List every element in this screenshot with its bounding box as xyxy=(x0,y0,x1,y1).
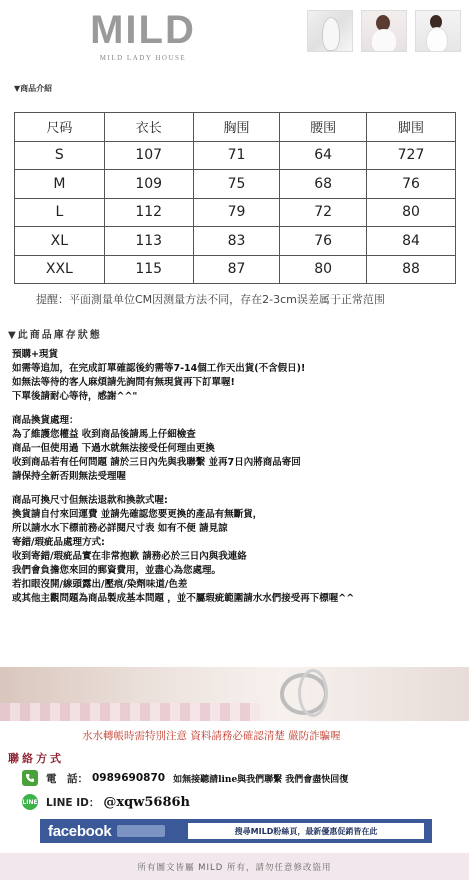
waist-cell: 76 xyxy=(280,227,367,256)
note-line: 收到寄錯/瑕疵品實在非常抱歉 請務必於三日內與我連絡 xyxy=(12,551,247,562)
header xyxy=(0,0,469,78)
waist-cell: 64 xyxy=(280,141,367,170)
note-line: 商品換貨處理： xyxy=(12,415,79,426)
size-cell: M xyxy=(15,170,105,199)
size-cell: L xyxy=(15,198,105,227)
brand-logo[interactable] xyxy=(88,8,198,62)
length-cell: 115 xyxy=(104,255,193,284)
waist-cell: 80 xyxy=(280,255,367,284)
product-thumbnail-1[interactable] xyxy=(307,10,353,52)
logo-text: MILD xyxy=(90,8,196,52)
stock-notes xyxy=(12,348,464,606)
fraud-warning: 水水轉帳時需特別注意 資料請務必確認清楚 嚴防詐騙喔 xyxy=(82,730,341,742)
note-line: 如無法等待的客人麻煩請先詢問有無現貨再下訂單喔! xyxy=(12,377,235,388)
hem-cell: 88 xyxy=(367,255,456,284)
chest-cell: 71 xyxy=(193,141,280,170)
waist-cell: 72 xyxy=(280,198,367,227)
chest-cell: 79 xyxy=(193,198,280,227)
banner-strip xyxy=(0,703,260,721)
phone-number[interactable]: 0989690870 xyxy=(92,772,166,784)
table-row xyxy=(15,141,456,170)
header-cell: 衣长 xyxy=(104,113,193,142)
note-line: 若扣眼沒開/線頭露出/壓痕/染劑味道/色差 xyxy=(12,579,188,590)
size-cell: S xyxy=(15,141,105,170)
note-line: 商品可換尺寸但無法退款和換款式喔: xyxy=(12,495,168,506)
product-thumbnail-2[interactable] xyxy=(361,10,407,52)
chest-cell: 87 xyxy=(193,255,280,284)
chest-cell: 83 xyxy=(193,227,280,256)
size-table-header xyxy=(15,113,456,142)
note-line: 如需等追加，在完成訂單確認後約需等7-14個工作天出貨(不含假日)! xyxy=(12,363,306,374)
ring-image-2 xyxy=(298,669,328,717)
product-thumbnail-3[interactable] xyxy=(415,10,461,52)
header-cell: 胸围 xyxy=(193,113,280,142)
table-row xyxy=(15,255,456,284)
size-table xyxy=(14,112,456,284)
hem-cell: 80 xyxy=(367,198,456,227)
header-cell: 腰围 xyxy=(280,113,367,142)
decorative-banner xyxy=(0,667,469,721)
facebook-banner[interactable] xyxy=(40,819,432,843)
table-row xyxy=(15,170,456,199)
length-cell: 109 xyxy=(104,170,193,199)
phone-row xyxy=(22,770,348,786)
line-id-value[interactable]: @xqw5686h xyxy=(103,794,191,810)
note-line: 我們會負擔您來回的郵資費用，並盡心為您處理。 xyxy=(12,565,222,576)
size-cell: XL xyxy=(15,227,105,256)
note-line: 寄錯/瑕疵品處理方式: xyxy=(12,537,105,548)
facebook-page-link[interactable]: 搜尋MILD粉絲頁，最新優惠促銷皆在此 xyxy=(188,823,424,839)
facebook-logo: facebook xyxy=(48,822,112,840)
table-row xyxy=(15,227,456,256)
table-row xyxy=(15,198,456,227)
phone-label: 電 話： xyxy=(46,772,88,785)
length-cell: 112 xyxy=(104,198,193,227)
note-line: 下單後請耐心等待，感謝^^" xyxy=(12,391,138,402)
line-row xyxy=(22,794,190,810)
note-line: 請保持全新否則無法受理喔 xyxy=(12,471,127,482)
size-cell: XXL xyxy=(15,255,105,284)
measurement-remark: 提醒：平面測量单位CM因测量方法不同，存在2-3cm误差属于正常范围 xyxy=(36,293,385,306)
header-cell: 脚围 xyxy=(367,113,456,142)
contact-title: 聯絡方式 xyxy=(8,752,64,765)
line-label: LINE ID： xyxy=(46,796,100,809)
line-app-icon: LINE xyxy=(22,794,38,810)
stock-status-title: ▼此商品庫存狀態 xyxy=(8,330,102,341)
phone-icon xyxy=(22,770,38,786)
hem-cell: 727 xyxy=(367,141,456,170)
facebook-search-box[interactable] xyxy=(117,825,165,837)
note-line: 或其他主觀問題為商品製成基本問題 ，並不屬瑕疵範圍請水水們接受再下標喔^^ xyxy=(12,593,355,604)
note-line: 換貨請自付來回運費 並請先確認您要更換的產品有無斷貨， xyxy=(12,509,263,520)
copyright-footer: 所有圖文皆屬 MILD 所有，請勿任意修改盜用 xyxy=(0,853,469,880)
note-line: 所以請水水下標前務必詳閱尺寸表 如有不便 請見諒 xyxy=(12,523,228,534)
note-line: 預購+現貨 xyxy=(12,349,58,360)
waist-cell: 68 xyxy=(280,170,367,199)
hem-cell: 84 xyxy=(367,227,456,256)
logo-subtitle: MILD LADY HOUSE xyxy=(99,54,187,62)
phone-note: 如無接聽請line與我們聯繫 我們會盡快回復 xyxy=(173,774,349,785)
hem-cell: 76 xyxy=(367,170,456,199)
note-line: 收到商品若有任何問題 請於三日內先與我聯繫 並再7日內將商品寄回 xyxy=(12,457,301,468)
chest-cell: 75 xyxy=(193,170,280,199)
length-cell: 107 xyxy=(104,141,193,170)
note-line: 商品一但使用過 下過水就無法接受任何理由更換 xyxy=(12,443,215,454)
product-intro-title: ▼商品介紹 xyxy=(14,84,53,93)
header-cell: 尺码 xyxy=(15,113,105,142)
note-line: 為了維護您權益 收到商品後請馬上仔細檢查 xyxy=(12,429,196,440)
product-thumbnails xyxy=(307,10,461,52)
length-cell: 113 xyxy=(104,227,193,256)
